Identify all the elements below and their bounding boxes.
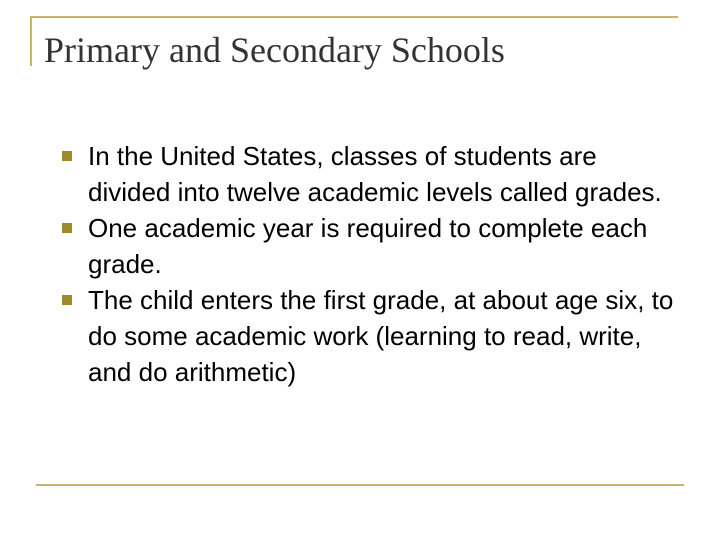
square-bullet-icon — [62, 223, 72, 233]
square-bullet-icon — [62, 151, 72, 161]
bullet-item-grades — [62, 138, 682, 210]
bullet-text: The child enters the first grade, at about age six, to do some academic work (learning to read, write, and do arithmetic) — [88, 285, 674, 387]
bullet-list — [62, 138, 682, 390]
slide-title: Primary and Secondary Schools — [44, 30, 505, 70]
frame-left-rule — [30, 16, 32, 66]
bullet-text: In the United States, classes of students are divided into twelve academic levels called grades. — [88, 141, 662, 207]
bullet-item-first-grade — [62, 282, 682, 390]
frame-top-rule — [30, 16, 678, 18]
bullet-text: One academic year is required to complete each grade. — [88, 213, 648, 279]
frame-bottom-rule — [36, 484, 684, 486]
square-bullet-icon — [62, 295, 72, 305]
bullet-item-academic-year — [62, 210, 682, 282]
